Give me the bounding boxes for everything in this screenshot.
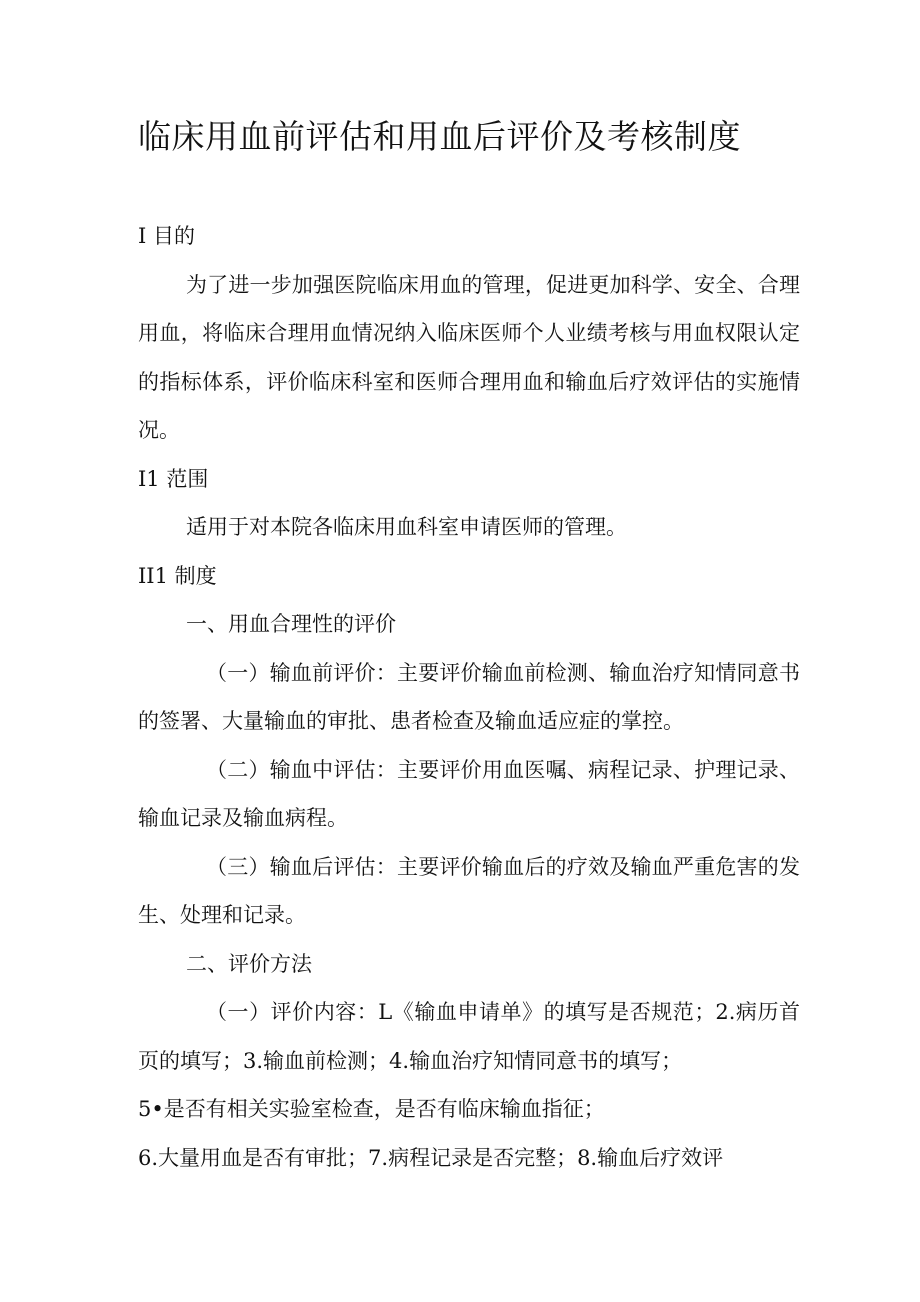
paragraph-scope: 适用于对本院各临床用血科室申请医师的管理。 (186, 515, 627, 539)
section-heading-system: II1 制度 (138, 563, 217, 588)
paragraph-post-transfusion: （三）输血后评估：主要评价输血后的疗效及输血严重危害的发生、处理和记录。 (138, 854, 800, 927)
paragraph-purpose: 为了进一步加强医院临床用血的管理，促进更加科学、安全、合理用血，将临床合理用血情况纳入临床医师个人业绩考核与用血权限认定的指标体系，评价临床科室和医师合理用血和输血后疗效评估的实施情况。 (138, 272, 800, 442)
section-heading-scope: I1 范围 (138, 466, 209, 491)
paragraph-evaluation-content: （一）评价内容：L《输血申请单》的填写是否规范；2.病历首页的填写；3.输血前检测；4.输血治疗知情同意书的填写； (138, 1000, 800, 1073)
subheading-method: 二、评价方法 (186, 951, 312, 976)
section-heading-purpose: I 目的 (138, 224, 195, 248)
paragraph-item-6: 6.大量用血是否有审批；7.病程记录是否完整；8.输血后疗效评 (138, 1145, 724, 1170)
document-body (138, 212, 800, 1182)
document-title: 临床用血前评估和用血后评价及考核制度 (138, 117, 741, 156)
subheading-evaluation: 一、用血合理性的评价 (186, 612, 396, 636)
paragraph-during-transfusion: （二）输血中评估：主要评价用血医嘱、病程记录、护理记录、输血记录及输血病程。 (138, 757, 800, 830)
paragraph-item-5: 5•是否有相关实验室检查，是否有临床输血指征； (138, 1097, 605, 1121)
paragraph-pre-transfusion: （一）输血前评价：主要评价输血前检测、输血治疗知情同意书的签署、大量输血的审批、患者检查及输血适应症的掌控。 (138, 660, 800, 733)
